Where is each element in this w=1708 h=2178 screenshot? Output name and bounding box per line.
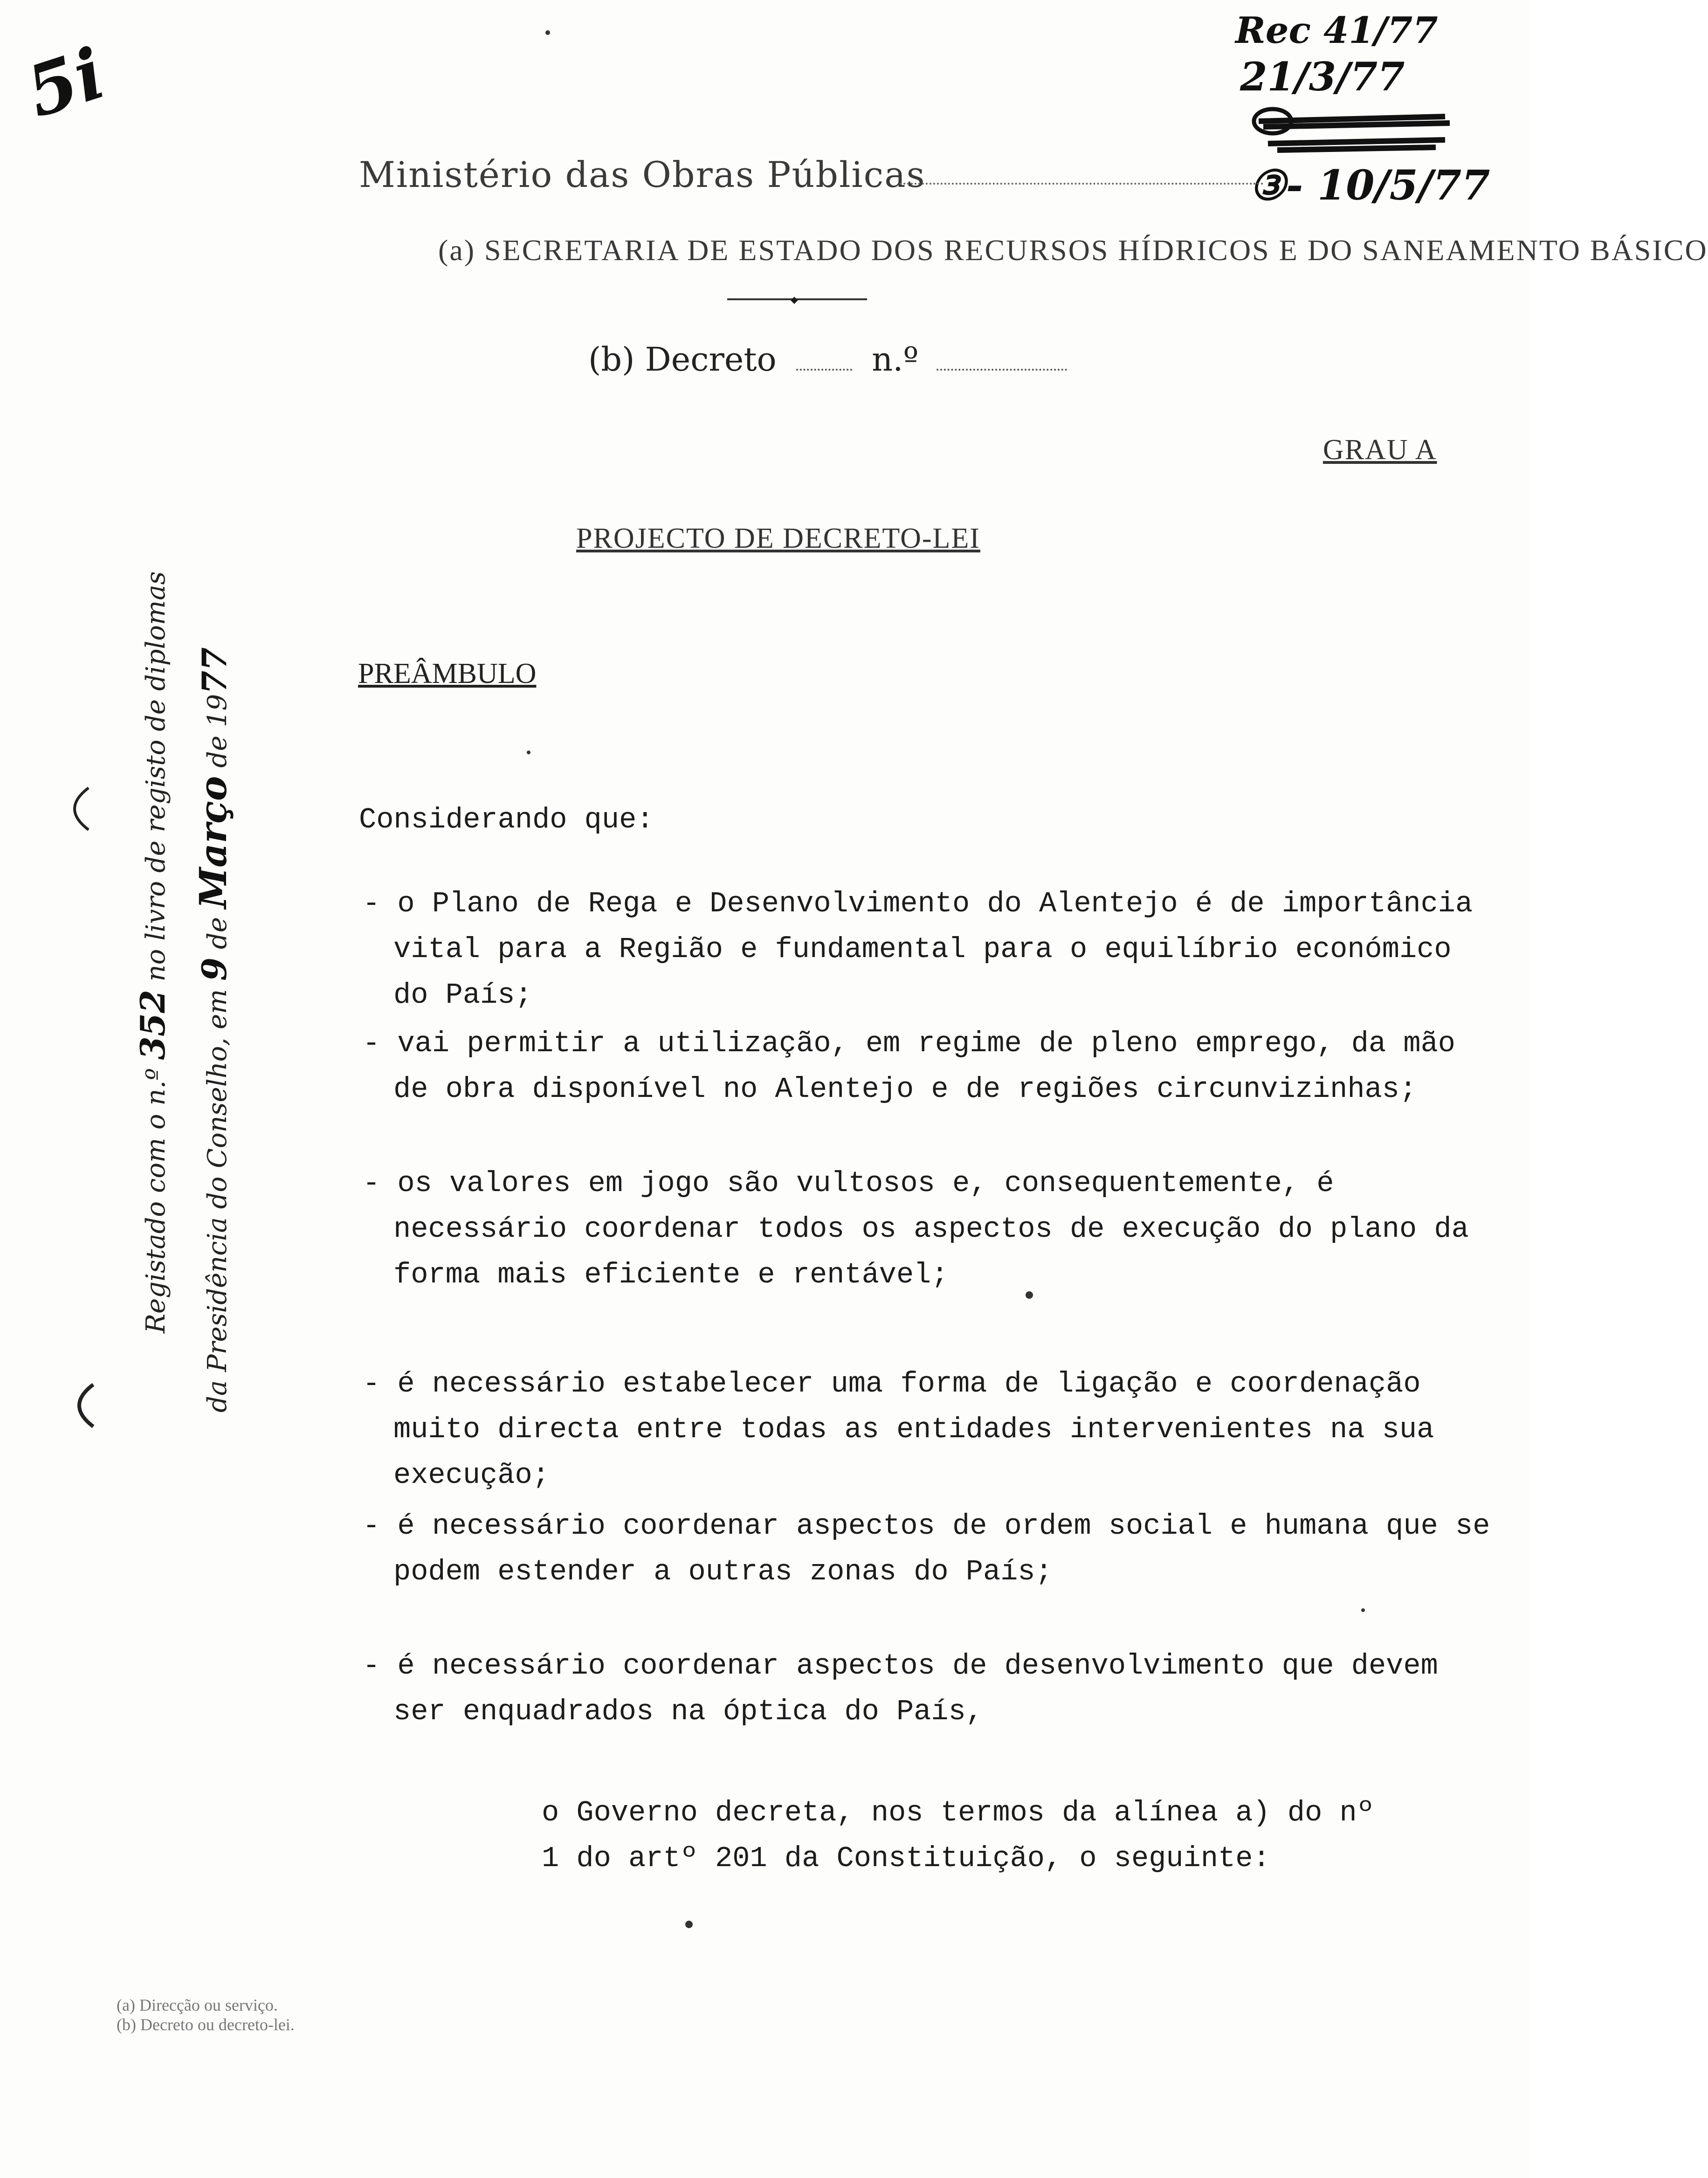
considerando-item: - os valores em jogo são vultosos e, consequentemente, é necessário coordenar todos os aspectos de execução do plano da forma mais eficiente e rentável;: [363, 1167, 1469, 1291]
considerando-item: - é necessário estabelecer uma forma de ligação e coordenação muito directa entre todas as entidades intervenientes na sua execução;: [363, 1367, 1434, 1492]
scan-speck: [545, 30, 550, 35]
handwritten-ref-line2: 21/3/77: [1240, 54, 1405, 100]
numero-blank: [937, 369, 1067, 371]
registry-year: 77: [194, 647, 234, 694]
ministry-name: Ministério das Obras Públicas: [359, 154, 926, 195]
punch-hole-mark: [61, 1380, 103, 1431]
punch-hole-mark: [56, 783, 98, 834]
decreta-text: o Governo decreta, nos termos da alínea a) do nº 1 do artº 201 da Constituição, o seguinte:: [542, 1796, 1374, 1875]
registry-number: 352: [133, 990, 172, 1060]
handwritten-ref-line1: Rec 41/77: [1235, 9, 1438, 52]
considerando-item: - o Plano de Rega e Desenvolvimento do Alentejo é de importância vital para a Região e fundamental para o equilíbrio económico do País;: [363, 887, 1473, 1012]
secretaria-name: (a) SECRETARIA DE ESTADO DOS RECURSOS HÍDRICOS E DO SANEAMENTO BÁSICO: [438, 234, 1708, 267]
ministry-dotted-line: [900, 183, 1263, 185]
registry-stamp-line1: Registado com o n.º 352 no livro de registo de diplomas: [133, 571, 172, 1333]
decreto-label: (b) Decreto: [588, 340, 777, 379]
considerando-item: - é necessário coordenar aspectos de desenvolvimento que devem ser enquadrados na óptica do País,: [363, 1649, 1438, 1728]
scribble-strikeout: [1249, 103, 1454, 163]
decreto-line: [588, 340, 1067, 379]
registry-stamp-line2: da Presidência do Conselho, em 9 de Março de 1977: [191, 647, 235, 1413]
scan-speck: [527, 751, 530, 754]
document-title: PROJECTO DE DECRETO-LEI: [576, 523, 980, 554]
considerando-item: - é necessário coordenar aspectos de ordem social e humana que se podem estender a outras zonas do País;: [363, 1509, 1490, 1588]
handwritten-ref-line3: ③- 10/5/77: [1249, 161, 1490, 209]
registry-month: Março: [191, 776, 235, 909]
grau-label: GRAU A: [1323, 434, 1437, 466]
preambulo-heading: PREÂMBULO: [358, 658, 537, 689]
registry-day: 9: [194, 957, 234, 981]
considerando-item: - vai permitir a utilização, em regime de pleno emprego, da mão de obra disponível no Alentejo e de regiões circunvizinhas;: [363, 1027, 1455, 1106]
numero-label: n.º: [872, 340, 919, 379]
handwritten-mark-top-left: 5i: [17, 32, 114, 134]
footnotes: (a) Direcção ou serviço. (b) Decreto ou decreto-lei.: [117, 1996, 295, 2034]
separator-diamond-icon: ◆: [791, 293, 798, 307]
decreto-blank: [796, 369, 852, 371]
scan-speck: [1361, 1608, 1365, 1612]
scan-speck: [1026, 1291, 1033, 1299]
scan-speck: [685, 1921, 693, 1928]
intro-text: Considerando que:: [359, 803, 654, 836]
